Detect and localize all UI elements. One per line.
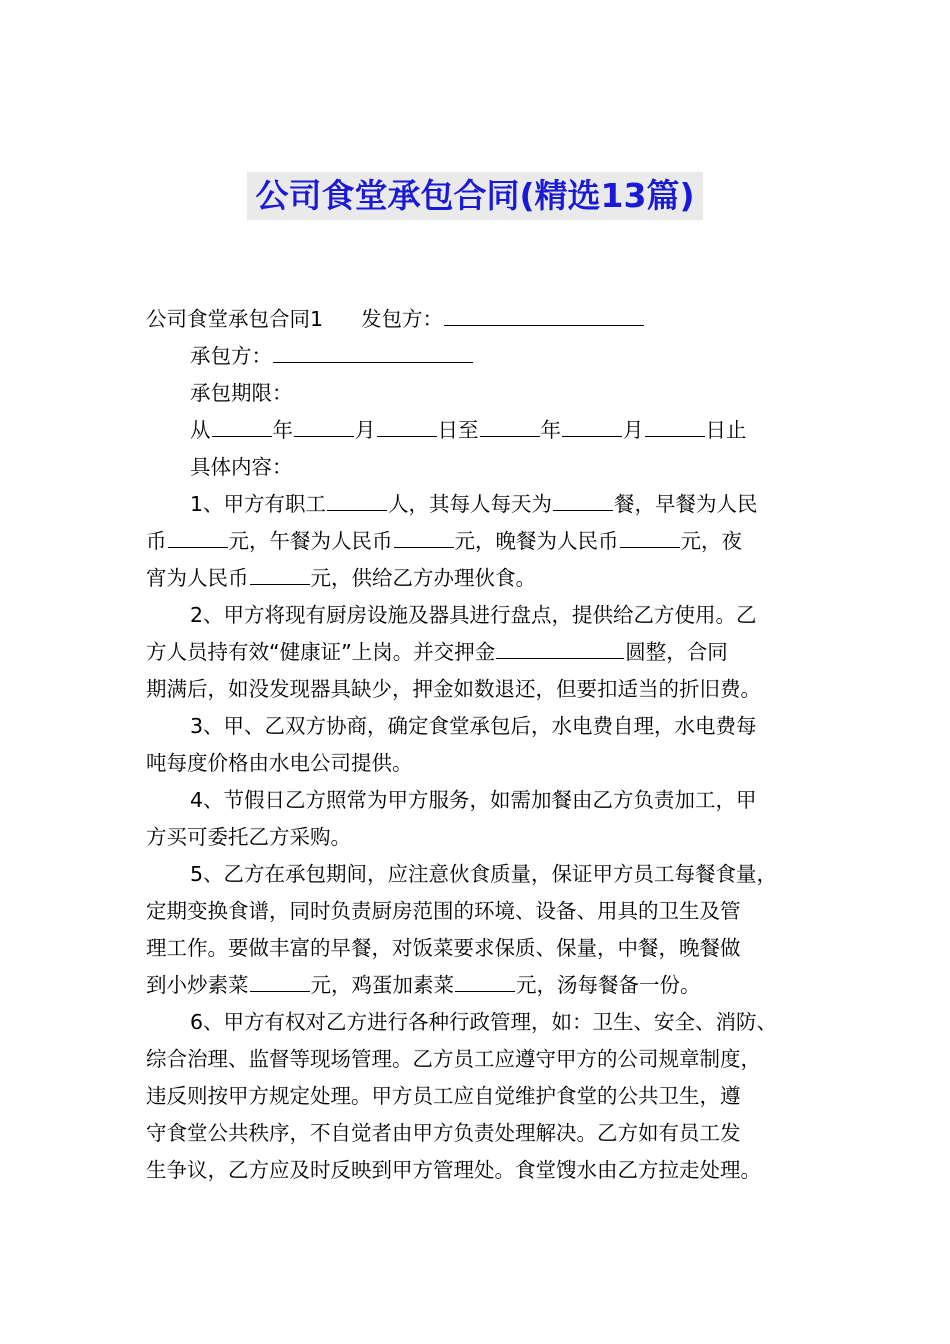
veg-dish-price-blank[interactable]	[250, 969, 310, 992]
party-a-label: 发包方：	[361, 307, 444, 331]
clause-text: 币	[146, 529, 167, 553]
clause-text: 方人员持有效“健康证”上岗。并交押金	[146, 640, 496, 664]
clause-text: 元，午餐为人民币	[228, 529, 393, 553]
year-text-2: 年	[540, 418, 561, 442]
clause-text: 元，晚餐为人民币	[454, 529, 619, 553]
end-day-blank[interactable]	[645, 414, 705, 437]
egg-dish-price-blank[interactable]	[455, 969, 515, 992]
clause-text: 生争议，乙方应及时反映到甲方管理处。食堂馊水由乙方拉走处理。	[146, 1158, 761, 1182]
clause-2-line-2	[146, 634, 811, 671]
clause-3-line-1	[146, 708, 811, 745]
clause-text: 人，其每人每天为	[388, 492, 553, 516]
clause-text: 2、甲方将现有厨房设施及器具进行盘点，提供给乙方使用。乙	[190, 603, 757, 627]
clause-text: 元，鸡蛋加素菜	[310, 973, 454, 997]
clause-5-line-4	[146, 967, 811, 1004]
start-day-blank[interactable]	[377, 414, 437, 437]
clause-text: 6、甲方有权对乙方进行各种行政管理，如：卫生、安全、消防、	[190, 1010, 778, 1034]
clause-text: 4、节假日乙方照常为甲方服务，如需加餐由乙方负责加工，甲	[190, 788, 757, 812]
deposit-blank[interactable]	[496, 636, 624, 659]
clause-6-line-1	[146, 1004, 811, 1041]
meals-blank[interactable]	[553, 488, 613, 511]
term-label: 承包期限：	[190, 381, 293, 405]
clause-4-line-2	[146, 819, 811, 856]
document-title: 公司食堂承包合同(精选13篇)	[247, 172, 702, 220]
clause-1-line-1	[146, 486, 811, 523]
day-end-text: 日止	[705, 418, 747, 442]
month-text-2: 月	[623, 418, 644, 442]
clause-text: 元，夜	[680, 529, 742, 553]
content-label-line	[146, 449, 811, 486]
clause-6-line-5	[146, 1152, 811, 1189]
dinner-price-blank[interactable]	[620, 525, 680, 548]
clause-2-line-3	[146, 671, 811, 708]
contract-body	[146, 301, 811, 1189]
clause-text: 元，供给乙方办理伙食。	[310, 566, 536, 590]
clause-1-line-3	[146, 560, 811, 597]
term-dates-line	[146, 412, 811, 449]
end-year-blank[interactable]	[480, 414, 540, 437]
staff-count-blank[interactable]	[327, 488, 387, 511]
clause-text: 圆整，合同	[625, 640, 728, 664]
contract-heading: 公司食堂承包合同1	[146, 307, 324, 331]
clause-text: 到小炒素菜	[146, 973, 249, 997]
clause-text: 吨每度价格由水电公司提供。	[146, 751, 413, 775]
clause-text: 餐，早餐为人民	[614, 492, 758, 516]
clause-5-line-2	[146, 893, 811, 930]
clause-4-line-1	[146, 782, 811, 819]
end-month-blank[interactable]	[562, 414, 622, 437]
clause-text: 元，汤每餐备一份。	[516, 973, 701, 997]
title-area	[0, 172, 950, 220]
start-year-blank[interactable]	[212, 414, 272, 437]
content-label: 具体内容：	[190, 455, 293, 479]
supper-price-blank[interactable]	[250, 562, 310, 585]
clause-5-line-3	[146, 930, 811, 967]
clause-text: 期满后，如没发现器具缺少，押金如数退还，但要扣适当的折旧费。	[146, 677, 761, 701]
heading-line	[146, 301, 811, 338]
month-text: 月	[355, 418, 376, 442]
clause-text: 3、甲、乙双方协商，确定食堂承包后，水电费自理，水电费每	[190, 714, 757, 738]
clause-text: 宵为人民币	[146, 566, 249, 590]
clause-text: 1、甲方有职工	[190, 492, 327, 516]
clause-1-line-2	[146, 523, 811, 560]
party-b-line	[146, 338, 811, 375]
from-text: 从	[190, 418, 211, 442]
clause-text: 5、乙方在承包期间，应注意伙食质量，保证甲方员工每餐食量，	[190, 862, 778, 886]
term-label-line	[146, 375, 811, 412]
clause-text: 理工作。要做丰富的早餐，对饭菜要求保质、保量，中餐，晚餐做	[146, 936, 741, 960]
clause-text: 守食堂公共秩序，不自觉者由甲方负责处理解决。乙方如有员工发	[146, 1121, 741, 1145]
party-b-blank[interactable]	[273, 340, 473, 363]
clause-6-line-4	[146, 1115, 811, 1152]
clause-2-line-1	[146, 597, 811, 634]
clause-3-line-2	[146, 745, 811, 782]
clause-6-line-2	[146, 1041, 811, 1078]
breakfast-price-blank[interactable]	[168, 525, 228, 548]
clause-6-line-3	[146, 1078, 811, 1115]
clause-text: 综合治理、监督等现场管理。乙方员工应遵守甲方的公司规章制度，	[146, 1047, 761, 1071]
clause-text: 定期变换食谱，同时负责厨房范围的环境、设备、用具的卫生及管	[146, 899, 741, 923]
clause-text: 违反则按甲方规定处理。甲方员工应自觉维护食堂的公共卫生，遵	[146, 1084, 741, 1108]
start-month-blank[interactable]	[294, 414, 354, 437]
year-text: 年	[272, 418, 293, 442]
clause-text: 方买可委托乙方采购。	[146, 825, 351, 849]
day-to-text: 日至	[437, 418, 479, 442]
lunch-price-blank[interactable]	[394, 525, 454, 548]
clause-5-line-1	[146, 856, 811, 893]
party-b-label: 承包方：	[190, 344, 272, 368]
party-a-blank[interactable]	[444, 303, 644, 326]
